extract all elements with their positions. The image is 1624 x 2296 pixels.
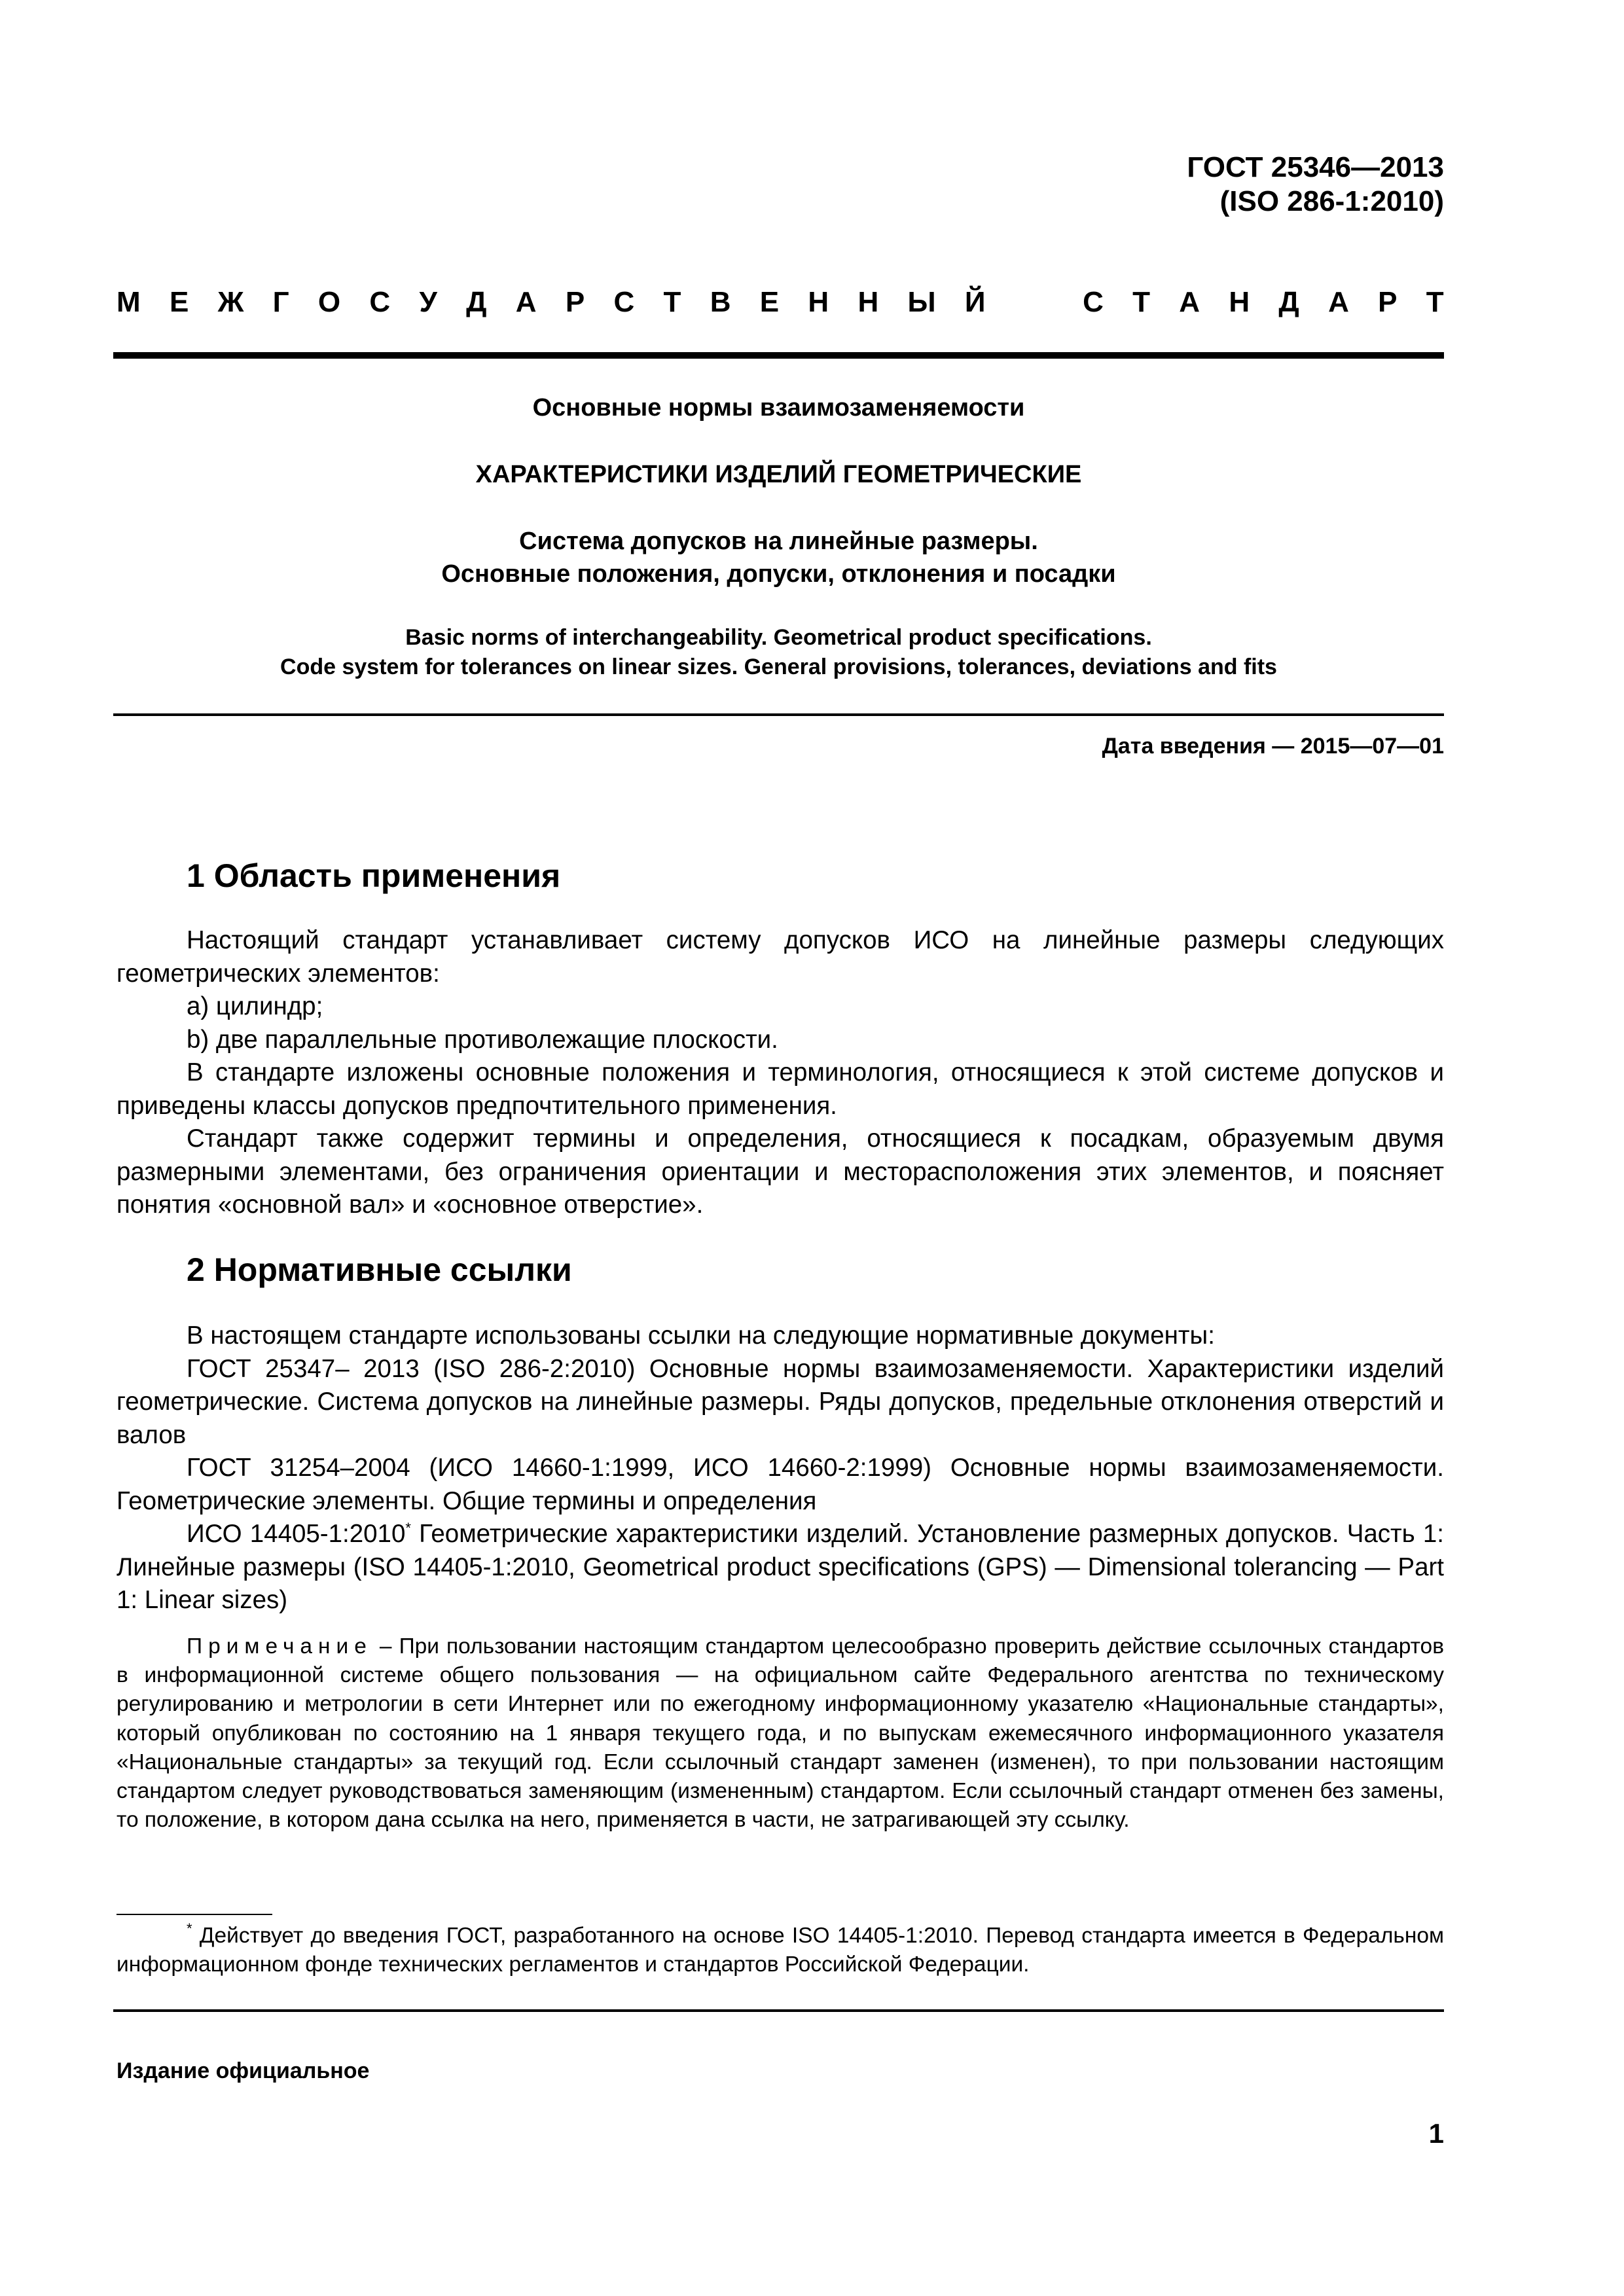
banner-letter: Г xyxy=(272,286,289,318)
banner-letter: С xyxy=(1083,286,1104,318)
banner-letter: Е xyxy=(759,286,780,318)
paragraph: В стандарте изложены основные положения и терминология, относящиеся к этой системе допусков и приведены классы допусков предпочтительного применения. xyxy=(117,1058,1444,1120)
banner-letter: А xyxy=(1179,286,1200,318)
page-number: 1 xyxy=(1428,2118,1444,2149)
banner-letter: В xyxy=(710,286,731,318)
reference-item: ГОСТ 25347– 2013 (ISO 286-2:2010) Основные нормы взаимозаменяемости. Характеристики изделий геометрические. Система допусков на линейные размеры. Ряды допусков, предельные отклонения отверстий и валов xyxy=(117,1354,1444,1449)
note-block xyxy=(117,1632,1444,1835)
banner-letter: Т xyxy=(1132,286,1151,318)
title-divider xyxy=(113,713,1444,716)
footnote-paragraph xyxy=(117,1922,1444,1979)
banner-letter: С xyxy=(613,286,635,318)
reference-code: ИСО 14405-1:2010 xyxy=(187,1520,406,1548)
banner-letter: У xyxy=(419,286,437,318)
banner-gap xyxy=(1015,285,1054,319)
banner-letter: Е xyxy=(169,286,189,318)
banner-letter: Т xyxy=(663,286,681,318)
reference-item: ГОСТ 31254–2004 (ИСО 14660-1:1999, ИСО 14660-2:1999) Основные нормы взаимозаменяемости. Геометрические элементы. Общие термины и определения xyxy=(117,1454,1444,1515)
banner-letter: С xyxy=(369,286,391,318)
banner-letter: Ы xyxy=(907,286,936,318)
banner-letter: А xyxy=(1328,286,1349,318)
banner-letter: О xyxy=(317,286,341,318)
banner-letter: Т xyxy=(1426,286,1444,318)
section-1-body xyxy=(117,924,1444,1222)
list-item: b) две параллельные противолежащие плоскости. xyxy=(187,1025,778,1054)
official-edition-label: Издание официальное xyxy=(117,2058,370,2083)
group-title: Основные нормы взаимозаменяемости xyxy=(532,394,1025,422)
banner-letter: Н xyxy=(808,286,829,318)
subtitle-line-2: Основные положения, допуски, отклонения и посадки xyxy=(441,560,1116,588)
banner-letter: Н xyxy=(1229,286,1250,318)
banner-letter: Н xyxy=(857,286,879,318)
banner-letter: Й xyxy=(964,286,986,318)
english-title-line-2: Code system for tolerances on linear sizes. General provisions, tolerances, deviations and fits xyxy=(280,655,1277,679)
list-item: a) цилиндр; xyxy=(187,992,323,1020)
footer-divider xyxy=(113,2009,1444,2012)
footnote xyxy=(117,1922,1444,1979)
footnote-separator xyxy=(117,1914,272,1915)
note-paragraph xyxy=(117,1632,1444,1835)
section-1-title: 1 Область применения xyxy=(187,857,561,894)
banner-letter: А xyxy=(515,286,537,318)
banner-letter: Д xyxy=(466,286,487,318)
banner-letter: Р xyxy=(1378,286,1398,318)
section-2-body xyxy=(117,1319,1444,1617)
banner-letter: М xyxy=(117,286,141,318)
reference-item xyxy=(117,1518,1444,1617)
section-2-title: 2 Нормативные ссылки xyxy=(187,1251,572,1288)
standard-number: ГОСТ 25346—2013 xyxy=(1187,151,1444,183)
subtitle-line-1: Система допусков на линейные размеры. xyxy=(519,528,1038,555)
standard-banner xyxy=(117,285,1444,319)
banner-letter: Р xyxy=(565,286,585,318)
footnote-marker: * xyxy=(405,1520,411,1536)
iso-number: (ISO 286-1:2010) xyxy=(1219,185,1444,217)
footnote-marker: * xyxy=(187,1920,192,1937)
introduction-date: Дата введения — 2015—07—01 xyxy=(1102,734,1444,759)
footnote-text: Действует до введения ГОСТ, разработанного на основе ISO 14405-1:2010. Перевод стандарта имеется в Федеральном информационном фонде технических регламентов и стандартов Российской Федерации. xyxy=(117,1924,1444,1977)
paragraph: Стандарт также содержит термины и определения, относящиеся к посадкам, образуемым двумя размерными элементами, без ограничения ориентации и месторасположения этих элементов, и поясняет понятия «основной вал» и «основное отверстие». xyxy=(117,1124,1444,1219)
main-title: ХАРАКТЕРИСТИКИ ИЗДЕЛИЙ ГЕОМЕТРИЧЕСКИЕ xyxy=(475,461,1082,488)
note-text: – При пользовании настоящим стандартом целесообразно проверить действие ссылочных стандартов в информационной системе общего пользования — на официальном сайте Федерального агентства по техническому регулированию и метрологии в сети Интернет или по ежегодному информационному указателю «Национальные стандарты», который опубликован по состоянию на 1 января текущего года, и по выпускам ежемесячного информационного указателя «Национальные стандарты» за текущий год. Если ссылочный стандарт заменен (изменен), то при пользовании настоящим стандартом следует руководствоваться заменяющим (измененным) стандартом. Если ссылочный стандарт отменен без замены, то положение, в котором дана ссылка на него, применяется в части, не затрагивающей эту ссылку. xyxy=(117,1634,1444,1833)
paragraph: В настоящем стандарте использованы ссылки на следующие нормативные документы: xyxy=(187,1321,1215,1350)
english-title-line-1: Basic norms of interchangeability. Geometrical product specifications. xyxy=(405,625,1152,650)
paragraph: Настоящий стандарт устанавливает систему допусков ИСО на линейные размеры следующих геометрических элементов: xyxy=(117,926,1444,988)
banner-letter: Д xyxy=(1278,286,1299,318)
note-label: Примечание xyxy=(187,1634,372,1659)
banner-letter: Ж xyxy=(217,286,244,318)
reference-text: Геометрические характеристики изделий. Установление размерных допусков. Часть 1: Линейные размеры (ISO 14405-1:2010, Geometrical product specifications (GPS) — Dimensional tolerancing — Part 1: Linear sizes) xyxy=(117,1520,1444,1614)
header-divider xyxy=(113,352,1444,359)
